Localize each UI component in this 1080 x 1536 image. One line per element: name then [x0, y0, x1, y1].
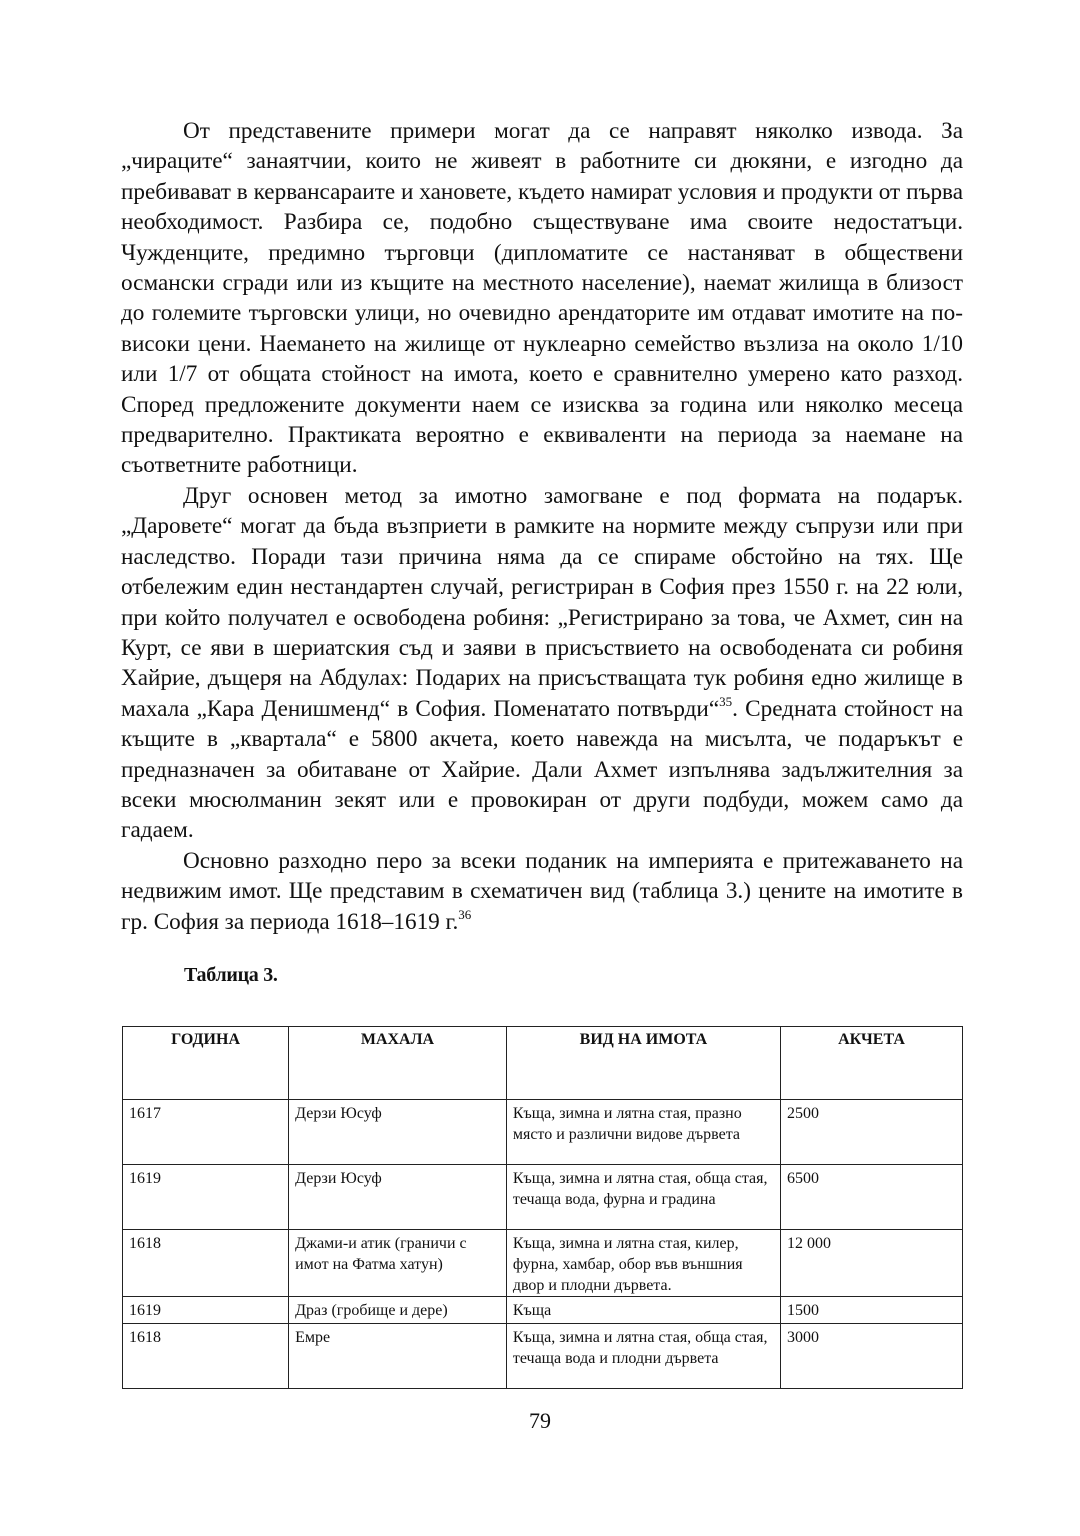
- cell-year: 1618: [123, 1324, 289, 1389]
- table-row: [123, 1297, 963, 1324]
- footnote-ref[interactable]: 36: [458, 906, 472, 922]
- column-header-akche: АКЧЕТА: [781, 1027, 963, 1100]
- cell-mahala: Драз (гробище и дере): [289, 1297, 507, 1324]
- cell-mahala: Дерзи Юсуф: [289, 1100, 507, 1165]
- cell-property-type: Къща, зимна и лятна стая, празно място и различни видове дървета: [506, 1100, 780, 1165]
- column-header-property-type: ВИД НА ИМОТА: [506, 1027, 780, 1100]
- cell-akche: 1500: [781, 1297, 963, 1324]
- table-row: [123, 1324, 963, 1389]
- cell-akche: 3000: [781, 1324, 963, 1389]
- cell-mahala: Джами-и атик (граничи с имот на Фатма хатун): [289, 1230, 507, 1297]
- page-number: 79: [529, 1408, 551, 1433]
- table-row: [123, 1230, 963, 1297]
- cell-property-type: Къща, зимна и лятна стая, килер, фурна, хамбар, обор във външния двор и плодни дървета.: [506, 1230, 780, 1297]
- cell-year: 1619: [123, 1297, 289, 1324]
- table-header-row: [123, 1027, 963, 1100]
- cell-akche: 2500: [781, 1100, 963, 1165]
- table-caption: Таблица 3.: [184, 964, 278, 986]
- paragraph-text: Друг основен метод за имотно замогване е под формата на подарък. „Даровете“ могат да бъда възприети в рамките на нормите между съпрузи или при наследство. Поради тази причина няма да се спираме обстойно на тях. Ще отбележим един нестандартен случай, регистриран в София през 1550 г. на 22 юли, при който получател е освободена робиня: „Регистрирано за това, че Ахмет, син на Курт, се яви в шериатския съд и заяви в присъствието на освободената си робиня Хайрие, дъщеря на Абдулах: Подарих на присъстващата тук робиня едно жилище в махала „Кара Денишменд“ в София. Поменатато потвърди“: [121, 482, 963, 722]
- cell-property-type: Къща, зимна и лятна стая, обща стая, течаща вода и плодни дървета: [506, 1324, 780, 1389]
- paragraph-text: Основно разходно перо за всеки поданик на империята е притежаването на недвижим имот. Ще представим в схематичен вид (таблица 3.) цените на имотите в гр. София за периода 1618–1619 г.: [121, 847, 963, 935]
- cell-year: 1619: [123, 1165, 289, 1230]
- column-header-year: ГОДИНА: [123, 1027, 289, 1100]
- table-row: [123, 1100, 963, 1165]
- cell-property-type: Къща, зимна и лятна стая, обща стая, течаща вода, фурна и градина: [506, 1165, 780, 1230]
- cell-property-type: Къща: [506, 1297, 780, 1324]
- paragraph: [121, 846, 963, 937]
- cell-mahala: Дерзи Юсуф: [289, 1165, 507, 1230]
- footnote-ref[interactable]: 35: [719, 693, 733, 709]
- property-prices-table: [122, 1026, 963, 1389]
- paragraph: [121, 481, 963, 846]
- cell-year: 1618: [123, 1230, 289, 1297]
- column-header-mahala: МАХАЛА: [289, 1027, 507, 1100]
- paragraph: [121, 116, 963, 481]
- paragraph-text: . Средната стойност на къщите в „квартала“ е 5800 акчета, което навежда на мисълта, че подаръкът е предназначен за обитаване от Хайрие. Дали Ахмет изпълнява задължителния за всеки мюсюлманин зекят или е провокиран от други подбуди, можем само да гадаем.: [121, 695, 963, 844]
- table-row: [123, 1165, 963, 1230]
- cell-akche: 12 000: [781, 1230, 963, 1297]
- body-text: [121, 116, 963, 937]
- paragraph-text: От представените примери могат да се направят няколко извода. За „чираците“ занаятчии, които не живеят в работните си дюкяни, е изгодно да пребивават в кервансараите и хановете, където намират условия и продукти от първа необходимост. Разбира се, подобно съществуване има своите недостатъци. Чужденците, предимно търговци (дипломатите се настаняват в обществени османски сгради или из къщите на местното население), наемат жилища в близост до големите търговски улици, но очевидно арендаторите им отдават имотите на по-високи цени. Наемането на жилище от нуклеарно семейство възлиза на около 1/10 или 1/7 от общата стойност на имота, което е сравнително умерено като разход. Според предложените документи наем се изисква за година или няколко месеца предварително. Практиката вероятно е еквиваленти на периода за наемане на съответните работници.: [121, 118, 963, 479]
- cell-mahala: Емре: [289, 1324, 507, 1389]
- cell-akche: 6500: [781, 1165, 963, 1230]
- cell-year: 1617: [123, 1100, 289, 1165]
